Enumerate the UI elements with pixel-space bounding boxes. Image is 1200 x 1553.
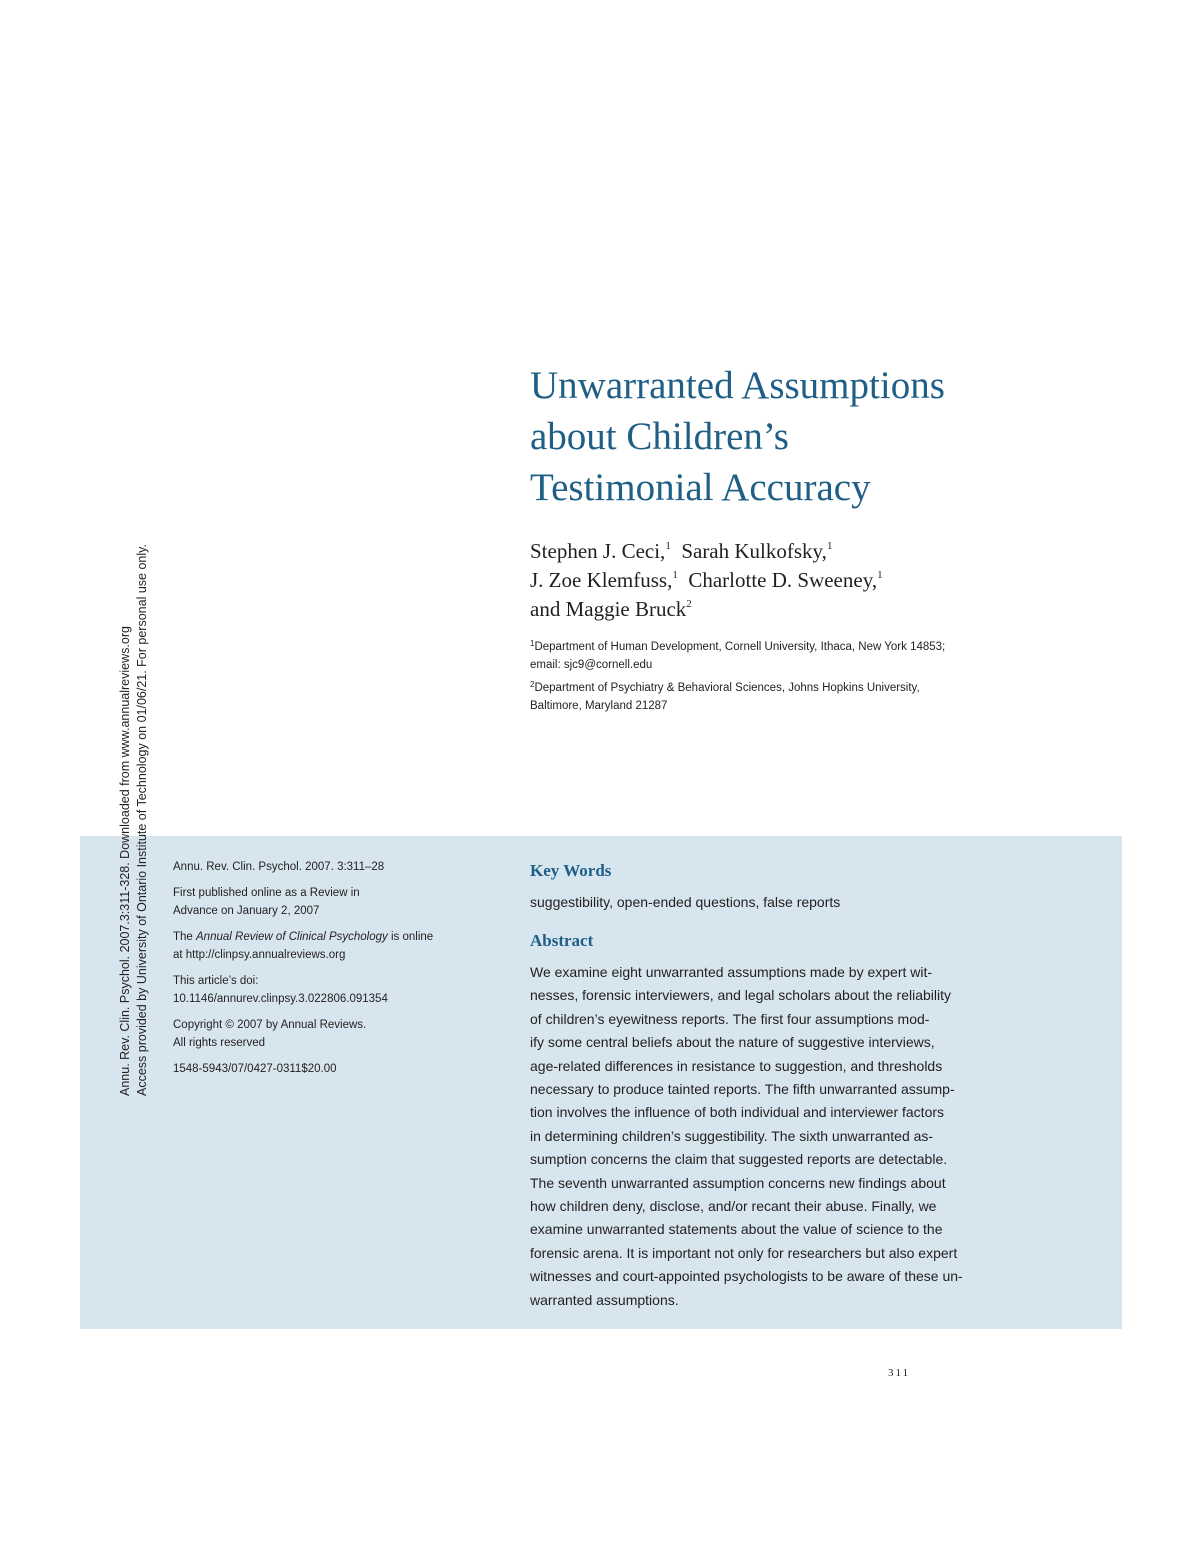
abstract-line: examine unwarranted statements about the value of science to the — [530, 1221, 943, 1238]
author-name: and Maggie Bruck — [530, 597, 687, 621]
abstract-line: age-related differences in resistance to suggestion, and thresholds — [530, 1057, 943, 1074]
affiliation-line — [530, 638, 1030, 656]
abstract-heading: Abstract — [530, 931, 594, 950]
online-note-text: The — [173, 931, 197, 943]
abstract-line: forensic arena. It is important not only for researchers but also expert — [530, 1244, 958, 1261]
author-name: Charlotte D. Sweeney, — [688, 568, 878, 592]
keywords-text: suggestibility, open-ended questions, false reports — [530, 894, 841, 910]
author-affil-marker: 1 — [826, 540, 833, 552]
keywords-heading: Key Words — [530, 861, 612, 880]
online-note-text: is online — [387, 931, 434, 943]
journal-name: Annual Review of Clinical Psychology — [196, 931, 388, 943]
abstract-line: sumption concerns the claim that suggested reports are detectable. — [530, 1151, 948, 1168]
abstract-line: how children deny, disclose, and/or recant their abuse. Finally, we — [530, 1198, 937, 1215]
author-affil-marker: 1 — [877, 569, 883, 581]
article-title — [530, 360, 1090, 513]
affiliation-2 — [530, 679, 1030, 715]
affiliation-text: Department of Psychiatry & Behavioral Sciences, Johns Hopkins University, — [534, 682, 920, 694]
author-affil-marker: 2 — [686, 598, 692, 610]
publication-note-line: First published online as a Review in — [173, 887, 360, 899]
copyright-note — [173, 1016, 463, 1052]
affiliation-text: Department of Human Development, Cornell University, Ithaca, New York 14853; — [534, 641, 946, 653]
issn: 1548-5943/07/0427-0311$20.00 — [173, 1063, 337, 1075]
author-line — [530, 537, 1090, 566]
online-note — [173, 928, 463, 964]
affiliation-email[interactable]: email: sjc9@cornell.edu — [530, 659, 653, 671]
affiliation-marker: 2 — [530, 680, 535, 689]
abstract-text — [530, 961, 1030, 1312]
affiliation-marker: 1 — [530, 639, 535, 648]
online-note-line — [173, 928, 463, 946]
abstract-line: warranted assumptions. — [530, 1291, 679, 1308]
affiliation-line — [530, 679, 1030, 697]
download-notice — [117, 544, 151, 1096]
abstract-line: witnesses and court-appointed psychologists to be aware of these un- — [530, 1268, 963, 1285]
title-line: about Children’s — [530, 415, 789, 458]
copyright-line: All rights reserved — [173, 1037, 266, 1049]
author-name: Sarah Kulkofsky, — [681, 539, 827, 563]
abstract-line: of children’s eyewitness reports. The first four assumptions mod- — [530, 1010, 930, 1027]
author-line — [530, 566, 1090, 595]
keywords-section — [530, 860, 1030, 912]
doi-value[interactable]: 10.1146/annurev.clinpsy.3.022806.091354 — [173, 993, 388, 1005]
download-notice-line: Annu. Rev. Clin. Psychol. 2007.3:311-328. Downloaded from www.annualreviews.org — [118, 626, 132, 1096]
abstract-heading-wrap — [530, 930, 1030, 952]
publication-note — [173, 884, 463, 920]
publication-note-line: Advance on January 2, 2007 — [173, 905, 320, 917]
affiliation-1 — [530, 638, 1030, 674]
title-line: Unwarranted Assumptions — [530, 364, 945, 407]
title-line: Testimonial Accuracy — [530, 466, 871, 509]
affiliation-text: Baltimore, Maryland 21287 — [530, 700, 668, 712]
abstract-line: in determining children’s suggestibility. The sixth unwarranted as- — [530, 1127, 934, 1144]
doi-note — [173, 972, 463, 1008]
download-notice-line: Access provided by University of Ontario Institute of Technology on 01/06/21. For personal use only. — [135, 544, 149, 1096]
abstract-line: We examine eight unwarranted assumptions made by expert wit- — [530, 964, 933, 980]
author-affil-marker: 1 — [665, 540, 671, 552]
abstract-line: nesses, forensic interviewers, and legal scholars about the reliability — [530, 987, 951, 1004]
page-number: 311 — [888, 1367, 911, 1379]
abstract-line: ify some central beliefs about the nature of suggestive interviews, — [530, 1034, 935, 1051]
article-metadata — [173, 858, 463, 1086]
author-name: Stephen J. Ceci, — [530, 539, 666, 563]
author-name: J. Zoe Klemfuss, — [530, 568, 673, 592]
abstract-line: The seventh unwarranted assumption concerns new findings about — [530, 1174, 946, 1191]
citation: Annu. Rev. Clin. Psychol. 2007. 3:311–28 — [173, 861, 385, 873]
journal-url[interactable]: at http://clinpsy.annualreviews.org — [173, 949, 346, 961]
author-line — [530, 595, 1090, 624]
author-list — [530, 537, 1090, 624]
copyright-line: Copyright © 2007 by Annual Reviews. — [173, 1019, 367, 1031]
abstract-line: tion involves the influence of both individual and interviewer factors — [530, 1104, 945, 1121]
doi-label: This article’s doi: — [173, 975, 259, 987]
author-affil-marker: 1 — [672, 569, 678, 581]
abstract-line: necessary to produce tainted reports. The fifth unwarranted assump- — [530, 1081, 955, 1098]
